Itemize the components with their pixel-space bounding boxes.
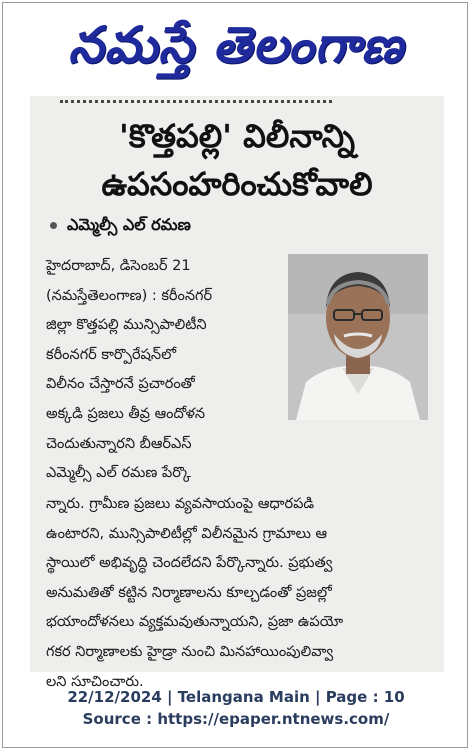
lead-line: కరీంనగర్ కార్పొరేషన్‌లో [46,346,176,363]
body-line: అనుమతితో కట్టిన నిర్మాణాలను కూల్చడంతో ప్రజల్లో [46,584,332,601]
newspaper-masthead: నమస్తే తెలంగాణ [68,16,404,74]
source-footer [0,686,472,730]
lead-line: విలీనం చేస్తారనే ప్రచారంతో [46,376,195,393]
article-byline [50,214,410,236]
body-line: భయాందోళనలు వ్యక్తమవుతున్నాయని, ప్రజా ఉపయో [46,614,344,631]
article-headline [30,112,444,208]
lead-line: హైదరాబాద్, డిసెంబర్ 21 [46,258,191,274]
person-portrait-icon [288,254,428,420]
source-url[interactable]: Source : https://epaper.ntnews.com/ [82,710,390,728]
body-line: గకర నిర్మాణాలకు హైడ్రా నుంచి మినహాయింపులివ్వా [46,643,334,660]
article-body [46,490,430,697]
byline-text: ఎమ్మెల్సీ ఎల్ రమణ [67,215,191,234]
lead-line: జిల్లా కొత్తపల్లి మున్సిపాలిటీని [46,317,207,334]
lead-line: (నమస్తేతెలంగాణ) : కరీంనగర్ [46,287,213,304]
cut-off-text-remnant [60,100,332,110]
headline-line-1: 'కొత్తపల్లి' విలీనాన్ని [119,117,355,155]
body-line: స్థాయిలో అభివృద్ధి చెందలేదని పేర్కొన్నారు. ప్రభుత్వ [46,555,333,572]
body-line: న్నారు. గ్రామీణ ప్రజలు వ్యవసాయంపై ఆధారపడి [46,496,315,512]
body-line: ఉంటారని, మున్సిపాలిటీల్లో విలీనమైన గ్రామాలు ఆ [46,525,328,542]
lead-line: చెందుతున్నారని బీఆర్ఎస్ [46,435,192,452]
portrait-photo [288,254,428,420]
article-lead-column [46,252,282,489]
lead-line: అక్కడి ప్రజలు తీవ్ర ఆందోళన [46,405,206,422]
bullet-icon [50,222,57,229]
edition-info: 22/12/2024 | Telangana Main | Page : 10 [67,688,405,706]
headline-line-2: ఉపసంహరించుకోవాలి [101,165,373,203]
body-line: లని సూచించారు. [46,673,144,690]
lead-line: ఎమ్మెల్సీ ఎల్ రమణ పేర్కొ [46,465,191,482]
